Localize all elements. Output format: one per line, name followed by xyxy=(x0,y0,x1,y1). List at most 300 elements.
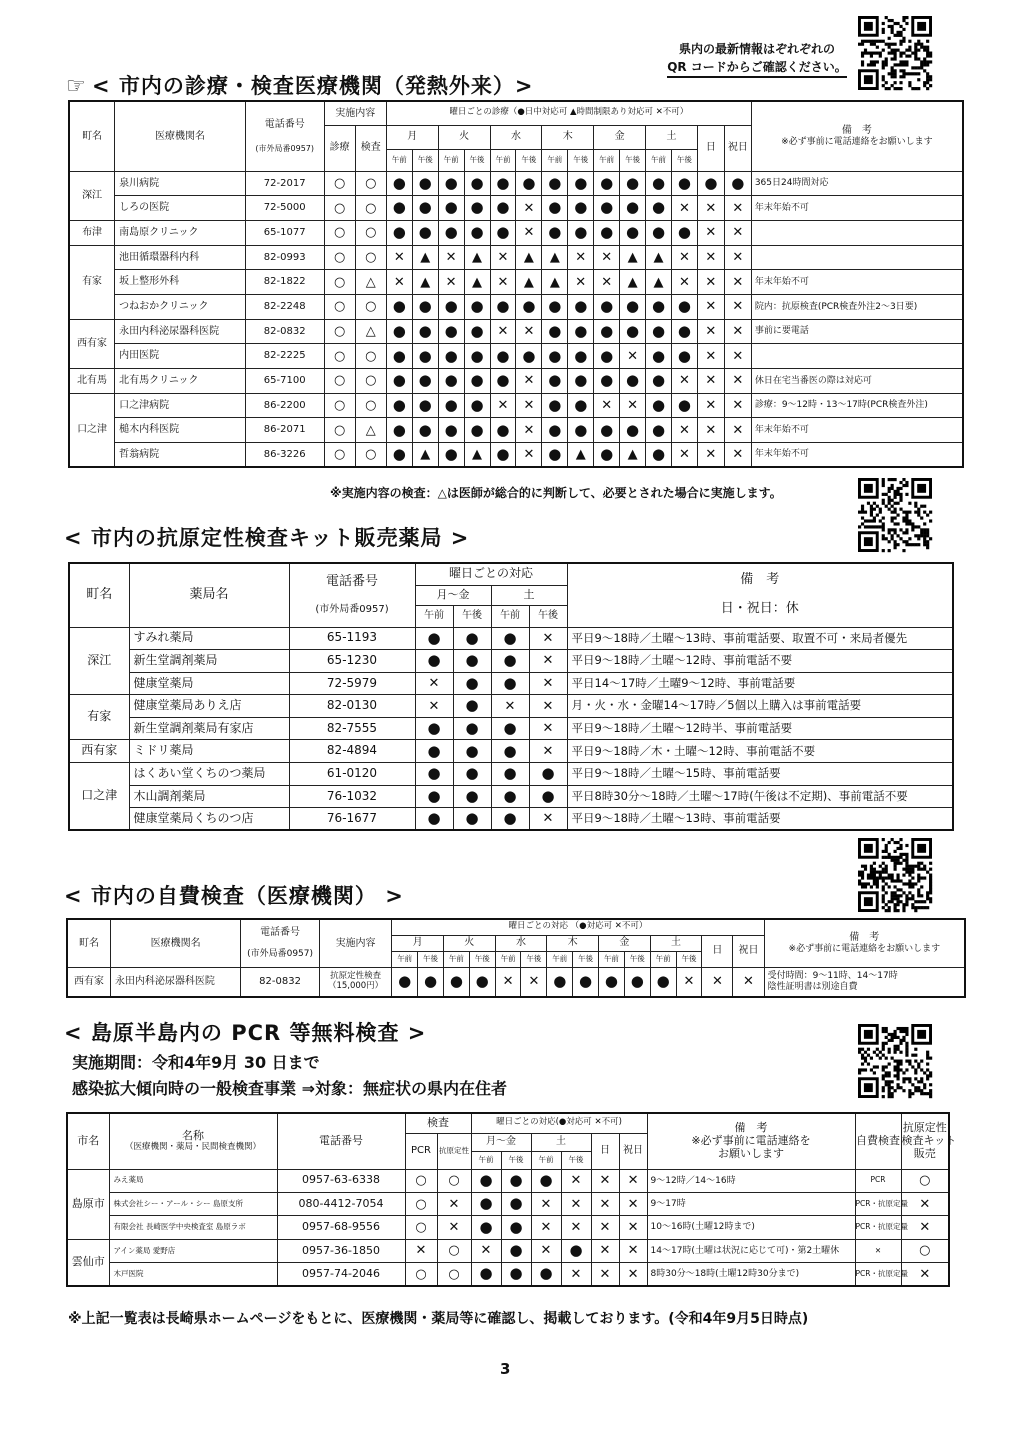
status-mark: ● xyxy=(490,443,516,468)
status-mark: ● xyxy=(464,418,490,443)
status-mark: ● xyxy=(415,763,453,786)
clinic-remarks xyxy=(751,344,963,369)
pharmacy-tel: 82-0130 xyxy=(289,695,415,718)
header-pm: 午後 xyxy=(418,951,444,967)
status-mark: ● xyxy=(568,319,594,344)
pharmacy-table xyxy=(68,562,954,831)
table-row xyxy=(67,967,965,997)
facility-tel: 0957-68-9556 xyxy=(277,1216,405,1239)
status-mark: ● xyxy=(620,196,646,221)
town-cell: 西有家 xyxy=(67,967,110,997)
status-mark: ● xyxy=(412,294,438,319)
status-mark: ● xyxy=(671,171,697,196)
header-am: 午前 xyxy=(471,1151,501,1169)
status-mark: ● xyxy=(491,672,529,695)
qr-code-pcr[interactable] xyxy=(858,1024,932,1098)
table-row xyxy=(69,717,953,740)
status-mark: ✕ xyxy=(561,1169,591,1192)
header-pm: 午後 xyxy=(671,149,697,171)
pharmacy-name: 健康堂薬局くちのつ店 xyxy=(129,808,289,831)
header-weekday: 月〜金 xyxy=(415,585,491,605)
status-mark: ● xyxy=(469,967,495,997)
clinic-tel: 82-0993 xyxy=(245,245,324,270)
header-am: 午前 xyxy=(490,149,516,171)
facility-remarks: 8時30分〜18時(土曜12時30分まで) xyxy=(647,1263,855,1286)
status-mark: ✕ xyxy=(561,1216,591,1239)
table-row xyxy=(69,808,953,831)
status-mark: ● xyxy=(594,319,620,344)
status-mark: ● xyxy=(620,220,646,245)
header-day: 月 xyxy=(392,935,444,951)
status-mark: ● xyxy=(490,344,516,369)
status-mark: ● xyxy=(547,967,573,997)
header-am: 午前 xyxy=(650,951,676,967)
status-mark: ● xyxy=(529,763,567,786)
status-mark: ✕ xyxy=(697,220,724,245)
clinic-remarks: 年末年始不可 xyxy=(751,270,963,295)
status-mark: ✕ xyxy=(529,717,567,740)
s4-target: 感染拡大傾向時の一般検査事業 ⇒対象：無症状の県内在住者 xyxy=(72,1079,507,1098)
clinic-tel: 86-3226 xyxy=(245,443,324,468)
clinic-remarks: 休日在宅当番医の際は対応可 xyxy=(751,369,963,394)
diag-mark: ○ xyxy=(324,270,355,295)
status-mark: ✕ xyxy=(724,245,751,270)
s3-title: < 市内の自費検査（医療機関） > xyxy=(64,884,404,908)
status-mark: ● xyxy=(490,369,516,394)
status-mark: ● xyxy=(531,1169,561,1192)
status-mark: ● xyxy=(594,220,620,245)
status-mark: ● xyxy=(568,418,594,443)
status-mark: ● xyxy=(646,344,672,369)
clinic-name: 北有馬クリニック xyxy=(115,369,246,394)
status-mark: ● xyxy=(650,967,676,997)
clinic-remarks: 診療：9〜12時・13〜17時(PCR検査外注) xyxy=(751,393,963,418)
clinic-name: しろの医院 xyxy=(115,196,246,221)
status-mark: ● xyxy=(471,1216,501,1239)
status-mark: ● xyxy=(415,740,453,763)
status-mark: ● xyxy=(568,220,594,245)
clinic-name: 永田内科泌尿器科医院 xyxy=(110,967,240,997)
table-row xyxy=(69,220,963,245)
status-mark: ● xyxy=(594,294,620,319)
s2-title: < 市内の抗原定性検査キット販売薬局 > xyxy=(64,526,470,550)
clinic-remarks xyxy=(751,220,963,245)
pcr-mark: ○ xyxy=(405,1263,437,1286)
pharmacy-tel: 76-1032 xyxy=(289,785,415,808)
header-remarks-sub: 日・祝日：休 xyxy=(720,601,799,617)
status-mark: ✕ xyxy=(516,443,542,468)
status-mark: ● xyxy=(412,344,438,369)
clinic-tel: 86-2071 xyxy=(245,418,324,443)
antigen-mark: ○ xyxy=(437,1239,471,1262)
self-test-cell: PCR・抗原定量 xyxy=(855,1192,901,1215)
status-mark: ● xyxy=(453,650,491,673)
header-sunday: 日 xyxy=(697,125,724,171)
self-test-table xyxy=(66,918,966,998)
status-mark: ● xyxy=(464,369,490,394)
header-kit-line3: 販売 xyxy=(913,1146,936,1160)
status-mark: ✕ xyxy=(724,196,751,221)
status-mark: ✕ xyxy=(620,393,646,418)
status-mark: ✕ xyxy=(516,196,542,221)
status-mark: ✕ xyxy=(619,1263,647,1286)
status-mark: ✕ xyxy=(724,319,751,344)
pharmacy-remarks: 平日9〜18時／土曜〜15時、事前電話要 xyxy=(567,763,953,786)
header-day: 火 xyxy=(438,125,490,149)
status-mark: ✕ xyxy=(591,1169,619,1192)
status-mark: ● xyxy=(561,1239,591,1262)
table-row xyxy=(67,1263,949,1286)
test-mark: ○ xyxy=(355,369,386,394)
status-mark: ✕ xyxy=(490,393,516,418)
clinic-name: 坂上整形外科 xyxy=(115,270,246,295)
town-cell: 口之津 xyxy=(69,393,115,467)
header-tel xyxy=(241,919,320,967)
header-town: 町名 xyxy=(67,919,110,967)
status-mark: ▲ xyxy=(464,443,490,468)
pharmacy-remarks: 平日9〜18時／土曜〜13時、事前電話要 xyxy=(567,808,953,831)
header-remarks-sub: ※必ず事前に電話連絡をお願いします xyxy=(781,136,933,147)
status-mark: ✕ xyxy=(591,1239,619,1262)
pointing-hand-icon: ☞ xyxy=(66,74,86,99)
status-mark: ● xyxy=(646,443,672,468)
town-cell: 有家 xyxy=(69,245,115,319)
table-row xyxy=(69,418,963,443)
table-row xyxy=(67,1169,949,1192)
self-test-cell: PCR・抗原定量 xyxy=(855,1263,901,1286)
status-mark: ● xyxy=(646,369,672,394)
header-remarks-label: 備 考 xyxy=(740,572,780,588)
pharmacy-name: 新生堂調剤薬局有家店 xyxy=(129,717,289,740)
header-day: 木 xyxy=(542,125,594,149)
header-am: 午前 xyxy=(542,149,568,171)
pharmacy-tel: 82-7555 xyxy=(289,717,415,740)
diag-mark: ○ xyxy=(324,393,355,418)
header-pm: 午後 xyxy=(624,951,650,967)
status-mark: ● xyxy=(418,967,444,997)
pharmacy-tel: 61-0120 xyxy=(289,763,415,786)
test-mark: △ xyxy=(355,418,386,443)
status-mark: ● xyxy=(415,808,453,831)
status-mark: ✕ xyxy=(594,270,620,295)
diag-mark: ○ xyxy=(324,245,355,270)
status-mark: ● xyxy=(453,763,491,786)
status-mark: ● xyxy=(491,785,529,808)
status-mark: ✕ xyxy=(724,418,751,443)
bottom-note: ※上記一覧表は長崎県ホームページをもとに、医療機関・薬局等に確認し、掲載しております。(令和4年9月5日時点) xyxy=(68,1311,809,1327)
status-mark: ✕ xyxy=(529,627,567,650)
status-mark: ● xyxy=(594,418,620,443)
kit-mark: ✕ xyxy=(901,1216,949,1239)
header-pm: 午後 xyxy=(453,605,491,627)
header-antigen: 抗原定性 xyxy=(437,1133,471,1169)
town-cell: 布津 xyxy=(69,220,115,245)
s4-title: < 島原半島内の PCR 等無料検査 > xyxy=(64,1021,427,1045)
header-row xyxy=(67,919,965,935)
status-mark: ● xyxy=(412,196,438,221)
header-test: 検査 xyxy=(355,125,386,171)
header-name: 医療機関名 xyxy=(110,919,240,967)
header-pm: 午後 xyxy=(561,1151,591,1169)
table-row xyxy=(69,294,963,319)
impl-line2: （15,000円） xyxy=(327,980,384,991)
header-town: 町名 xyxy=(69,101,115,171)
status-mark: ● xyxy=(453,627,491,650)
header-am: 午前 xyxy=(386,149,412,171)
status-mark: ● xyxy=(568,369,594,394)
status-mark: ● xyxy=(501,1192,531,1215)
status-mark: ● xyxy=(386,344,412,369)
status-mark: ● xyxy=(471,1169,501,1192)
status-mark: ● xyxy=(568,171,594,196)
kit-mark: ○ xyxy=(901,1239,949,1262)
clinic-tel: 82-0832 xyxy=(245,319,324,344)
status-mark: ● xyxy=(542,443,568,468)
status-mark: ● xyxy=(438,443,464,468)
status-mark: ▲ xyxy=(412,270,438,295)
status-mark: ▲ xyxy=(542,245,568,270)
header-pm: 午後 xyxy=(620,149,646,171)
status-mark: ✕ xyxy=(671,245,697,270)
status-mark: ● xyxy=(464,393,490,418)
header-tel-label: 電話番号 xyxy=(264,118,305,130)
impl-line1: 抗原定性検査 xyxy=(330,970,382,981)
header-pm: 午後 xyxy=(469,951,495,967)
status-mark: ● xyxy=(516,171,542,196)
status-mark: ● xyxy=(415,785,453,808)
status-mark: ● xyxy=(464,220,490,245)
status-mark: ● xyxy=(542,220,568,245)
facility-remarks: 9〜12時／14〜16時 xyxy=(647,1169,855,1192)
status-mark: ✕ xyxy=(495,967,521,997)
status-mark: ● xyxy=(490,196,516,221)
status-mark: ● xyxy=(491,717,529,740)
table-row xyxy=(69,171,963,196)
header-day: 木 xyxy=(547,935,599,951)
header-week: 曜日ごとの対応 （●対応可 ✕不可） xyxy=(392,919,764,935)
status-mark: ● xyxy=(671,294,697,319)
status-mark: ✕ xyxy=(697,270,724,295)
diag-mark: ○ xyxy=(324,294,355,319)
status-mark: ● xyxy=(697,171,724,196)
pharmacy-tel: 65-1193 xyxy=(289,627,415,650)
pcr-free-test-table xyxy=(66,1112,957,1287)
clinic-remarks: 事前に要電話 xyxy=(751,319,963,344)
header-am: 午前 xyxy=(443,951,469,967)
header-impl: 実施内容 xyxy=(319,919,391,967)
status-mark: ● xyxy=(412,171,438,196)
town-cell: 深江 xyxy=(69,627,129,695)
status-mark: ✕ xyxy=(697,393,724,418)
header-name xyxy=(109,1113,277,1169)
status-mark: ● xyxy=(386,369,412,394)
self-test-cell: PCR・抗原定量 xyxy=(855,1216,901,1239)
header-pcr: PCR xyxy=(405,1133,437,1169)
header-pm: 午後 xyxy=(676,951,702,967)
diag-mark: ○ xyxy=(324,220,355,245)
status-mark: ● xyxy=(594,171,620,196)
status-mark: ✕ xyxy=(671,443,697,468)
status-mark: ● xyxy=(646,393,672,418)
status-mark: ● xyxy=(453,785,491,808)
table-row xyxy=(67,1239,949,1262)
header-day: 金 xyxy=(599,935,651,951)
status-mark: ● xyxy=(438,393,464,418)
self-test-cell: ✕ xyxy=(855,1239,901,1262)
clinic-name: つねおかクリニック xyxy=(115,294,246,319)
kit-mark: ✕ xyxy=(901,1192,949,1215)
clinic-remarks: 院内：抗原検査(PCR検査外注2〜3日要) xyxy=(751,294,963,319)
header-remarks-label: 備 考 xyxy=(849,932,880,944)
status-mark: ● xyxy=(594,196,620,221)
table-row xyxy=(69,763,953,786)
status-mark: ✕ xyxy=(594,393,620,418)
status-mark: ● xyxy=(438,418,464,443)
header-kit xyxy=(901,1113,957,1169)
table-row xyxy=(69,369,963,394)
header-day: 火 xyxy=(443,935,495,951)
status-mark: ✕ xyxy=(529,808,567,831)
status-mark: ● xyxy=(491,627,529,650)
header-am: 午前 xyxy=(495,951,521,967)
clinic-tel: 65-7100 xyxy=(245,369,324,394)
header-week: 曜日ごとの診療（●日中対応可 ▲時間制限あり対応可 ✕不可） xyxy=(386,101,751,125)
status-mark: ● xyxy=(516,294,542,319)
test-mark: △ xyxy=(355,270,386,295)
clinic-tel: 82-2225 xyxy=(245,344,324,369)
header-pm: 午後 xyxy=(568,149,594,171)
qr-code-self-test[interactable] xyxy=(858,838,932,912)
antigen-mark: ○ xyxy=(437,1263,471,1286)
diag-mark: ○ xyxy=(324,196,355,221)
status-mark: ▲ xyxy=(412,443,438,468)
status-mark: ● xyxy=(412,319,438,344)
status-mark: ● xyxy=(599,967,625,997)
header-remarks-label: 備 考 xyxy=(841,125,872,137)
test-mark: ○ xyxy=(355,171,386,196)
diag-mark: ○ xyxy=(324,319,355,344)
header-row xyxy=(67,1113,949,1133)
status-mark: ▲ xyxy=(542,270,568,295)
remarks-line2: 陰性証明書は別途自費 xyxy=(767,981,858,992)
status-mark: ● xyxy=(594,369,620,394)
status-mark: ✕ xyxy=(568,270,594,295)
status-mark: ✕ xyxy=(619,1216,647,1239)
status-mark: ✕ xyxy=(516,418,542,443)
status-mark: ▲ xyxy=(516,270,542,295)
status-mark: ✕ xyxy=(697,418,724,443)
header-holiday: 祝日 xyxy=(733,935,764,967)
header-am: 午前 xyxy=(438,149,464,171)
status-mark: ✕ xyxy=(438,245,464,270)
status-mark: ▲ xyxy=(464,270,490,295)
clinic-name: 南島原クリニック xyxy=(115,220,246,245)
clinic-remarks: 365日24時間対応 xyxy=(751,171,963,196)
clinic-name: 哲翁病院 xyxy=(115,443,246,468)
status-mark: ● xyxy=(412,393,438,418)
status-mark: ✕ xyxy=(561,1192,591,1215)
status-mark: ● xyxy=(620,418,646,443)
status-mark: ✕ xyxy=(490,319,516,344)
status-mark: ✕ xyxy=(697,196,724,221)
status-mark: ✕ xyxy=(591,1216,619,1239)
table-row xyxy=(67,1192,949,1215)
status-mark: ● xyxy=(412,220,438,245)
status-mark: ● xyxy=(491,808,529,831)
status-mark: ● xyxy=(464,294,490,319)
status-mark: ✕ xyxy=(724,393,751,418)
header-tel-label: 電話番号 xyxy=(325,574,378,590)
facility-tel: 0957-36-1850 xyxy=(277,1239,405,1262)
clinic-tel: 82-1822 xyxy=(245,270,324,295)
status-mark: ✕ xyxy=(386,270,412,295)
pharmacy-remarks: 平日9〜18時／土曜〜12時半、事前電話要 xyxy=(567,717,953,740)
pharmacy-name: 新生堂調剤薬局 xyxy=(129,650,289,673)
status-mark: ● xyxy=(724,171,751,196)
header-week: 曜日ごとの対応 xyxy=(415,563,567,585)
test-mark: ○ xyxy=(355,344,386,369)
header-am: 午前 xyxy=(491,605,529,627)
header-am: 午前 xyxy=(599,951,625,967)
town-cell: 深江 xyxy=(69,171,115,220)
header-saturday: 土 xyxy=(491,585,567,605)
status-mark: ✕ xyxy=(697,344,724,369)
status-mark: ● xyxy=(386,418,412,443)
status-mark: ✕ xyxy=(531,1192,561,1215)
clinic-remarks xyxy=(764,967,965,997)
header-sunday: 日 xyxy=(702,935,733,967)
pharmacy-remarks: 平日9〜18時／木・土曜〜12時、事前電話不要 xyxy=(567,740,953,763)
status-mark: ● xyxy=(386,393,412,418)
status-mark: ● xyxy=(646,171,672,196)
status-mark: ● xyxy=(438,319,464,344)
status-mark: ✕ xyxy=(724,344,751,369)
header-remarks xyxy=(751,101,963,171)
pharmacy-tel: 82-4894 xyxy=(289,740,415,763)
status-mark: ✕ xyxy=(516,220,542,245)
status-mark: ✕ xyxy=(561,1263,591,1286)
town-cell: 口之津 xyxy=(69,763,129,831)
status-mark: ▲ xyxy=(620,270,646,295)
status-mark: ● xyxy=(542,196,568,221)
status-mark: ● xyxy=(392,967,418,997)
status-mark: ✕ xyxy=(619,1239,647,1262)
clinic-remarks: 年末年始不可 xyxy=(751,418,963,443)
qr-caption: 県内の最新情報はぞれぞれの QR コードからご確認ください。 xyxy=(662,40,852,78)
header-city: 市名 xyxy=(67,1113,109,1169)
status-mark: ● xyxy=(501,1216,531,1239)
status-mark: ● xyxy=(386,319,412,344)
status-mark: ● xyxy=(646,220,672,245)
header-name-label: 名称 xyxy=(182,1129,204,1143)
diag-mark: ○ xyxy=(324,418,355,443)
clinic-remarks: 年末年始不可 xyxy=(751,443,963,468)
status-mark: ● xyxy=(501,1239,531,1262)
qr-code-pharmacy[interactable] xyxy=(858,478,932,552)
status-mark: ● xyxy=(491,740,529,763)
header-am: 午前 xyxy=(392,951,418,967)
header-name: 薬局名 xyxy=(129,563,289,627)
facility-name: アイン薬局 愛野店 xyxy=(109,1239,277,1262)
status-mark: ● xyxy=(490,418,516,443)
qr-code-latest-info[interactable] xyxy=(858,16,932,90)
status-mark: ● xyxy=(471,1192,501,1215)
table-row xyxy=(69,393,963,418)
status-mark: ● xyxy=(529,785,567,808)
header-weekday: 月〜金 xyxy=(471,1133,531,1151)
facility-name: 株式会社シー・アール・シー 島原支所 xyxy=(109,1192,277,1215)
clinic-name: 永田内科泌尿器科医院 xyxy=(115,319,246,344)
